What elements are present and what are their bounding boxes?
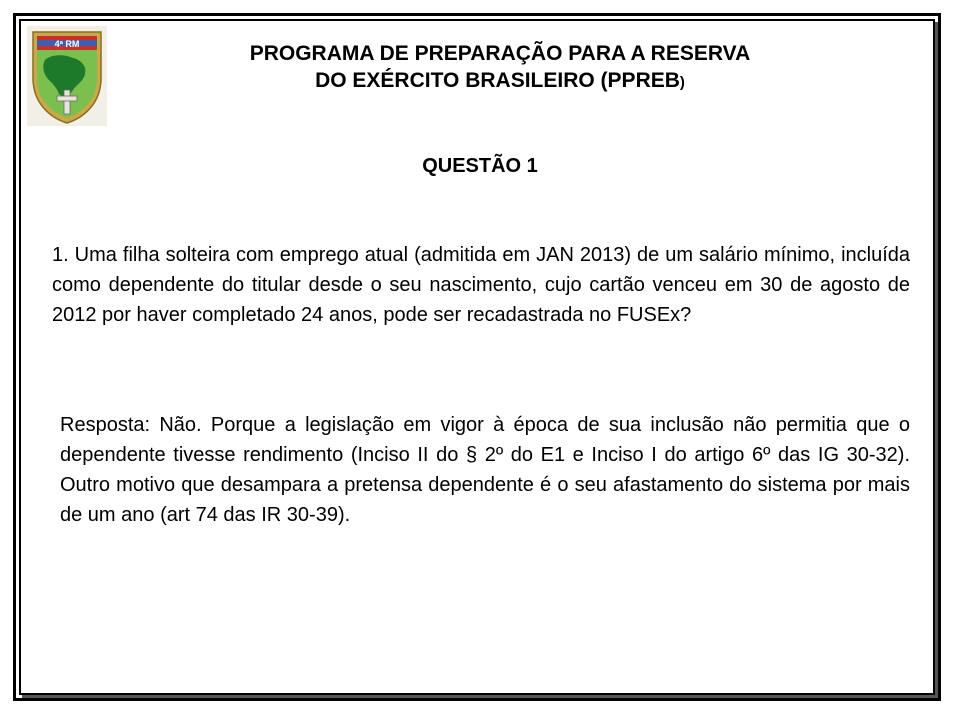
page-border-inner [19,19,935,695]
header-line-1: PROGRAMA DE PREPARAÇÃO PARA A RESERVA [249,42,751,65]
page-header [150,40,850,96]
emblem-label: 4ª RM [54,39,80,49]
header-line-2-text: DO EXÉRCITO BRASILEIRO (PPREB [315,69,680,92]
question-title: QUESTÃO 1 [422,155,538,177]
question-text: 1. Uma filha solteira com emprego atual (admitida em JAN 2013) de um salário mínimo, incluída como dependente do titular desde o seu nascimento, cujo cartão venceu em 30 de agosto de 2012 por haver completado 24 anos, pode ser recadastrada no FUSEx? [52,244,910,326]
answer-text: Resposta: Não. Porque a legislação em vigor à época de sua inclusão não permitia que o dependente tivesse rendimento (Inciso II do § 2º do E1 e Inciso I do artigo 6º das IG 30-32). Outro motivo que desampara a pretensa dependente é o seu afastamento do sistema por mais de um ano (art 74 das IR 30-39). [60,414,910,526]
header-line-2 [150,67,850,96]
header-line-2-close: ) [679,74,685,91]
military-region-shield-icon [27,26,107,126]
